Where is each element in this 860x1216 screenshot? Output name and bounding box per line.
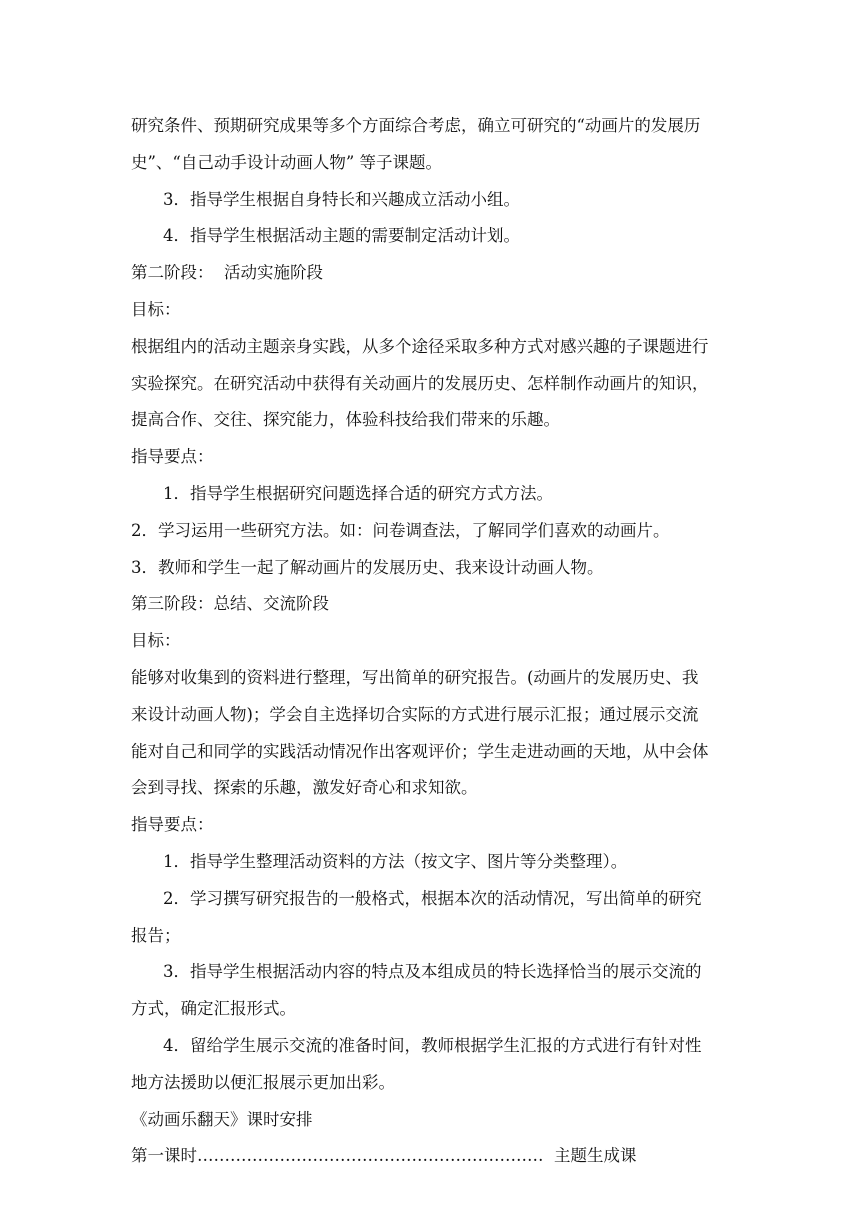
text-line: 会到寻找、探索的乐趣，激发好奇心和求知欲。	[131, 778, 478, 798]
schedule-title: 《动画乐翻天》课时安排	[131, 1109, 313, 1129]
text-line: 方式，确定汇报形式。	[131, 999, 296, 1019]
text-line: 史”、“自己动手设计动画人物” 等子课题。	[131, 152, 443, 172]
list-item: 3．教师和学生一起了解动画片的发展历史、我来设计动画人物。	[131, 557, 604, 577]
list-item: 4．指导学生根据活动主题的需要制定活动计划。	[163, 226, 520, 246]
guidance-label: 指导要点：	[131, 815, 214, 835]
text-line: 根据组内的活动主题亲身实践，从多个途径采取多种方式对感兴趣的子课题进行	[131, 336, 709, 356]
text-line: 能够对收集到的资料进行整理，写出简单的研究报告。(动画片的发展历史、我	[131, 667, 699, 687]
text-line: 研究条件、预期研究成果等多个方面综合考虑，确立可研究的“动画片的发展历	[131, 116, 701, 135]
text-line: 来设计动画人物)；学会自主选择切合实际的方式进行展示汇报；通过展示交流	[131, 704, 699, 724]
list-item: 2．学习撰写研究报告的一般格式，根据本次的活动情况，写出简单的研究	[163, 888, 702, 908]
list-item: 2．学习运用一些研究方法。如：问卷调查法，了解同学们喜欢的动画片。	[131, 520, 670, 540]
schedule-entry: 第一课时……………………………………………………… 主题生成课	[131, 1146, 637, 1166]
text-line: 报告；	[131, 925, 181, 945]
text-line: 实验探究。在研究活动中获得有关动画片的发展历史、怎样制作动画片的知识，	[131, 373, 709, 393]
goal-label: 目标：	[131, 631, 181, 651]
stage-heading: 第二阶段： 活动实施阶段	[131, 263, 323, 283]
text-line: 提高合作、交往、探究能力，体验科技给我们带来的乐趣。	[131, 410, 560, 430]
goal-label: 目标：	[131, 299, 181, 319]
text-line: 地方法援助以便汇报展示更加出彩。	[131, 1072, 395, 1092]
text-line: 能对自己和同学的实践活动情况作出客观评价；学生走进动画的天地，从中会体	[131, 741, 709, 761]
document-body	[131, 108, 731, 1175]
guidance-label: 指导要点：	[131, 447, 214, 467]
list-item: 1．指导学生根据研究问题选择合适的研究方式方法。	[163, 483, 553, 503]
list-item: 3．指导学生根据活动内容的特点及本组成员的特长选择恰当的展示交流的	[163, 962, 702, 982]
list-item: 4．留给学生展示交流的准备时间，教师根据学生汇报的方式进行有针对性	[163, 1035, 702, 1055]
list-item: 1．指导学生整理活动资料的方法（按文字、图片等分类整理）。	[163, 851, 628, 871]
list-item: 3．指导学生根据自身特长和兴趣成立活动小组。	[163, 189, 520, 209]
stage-heading: 第三阶段：总结、交流阶段	[131, 594, 329, 614]
